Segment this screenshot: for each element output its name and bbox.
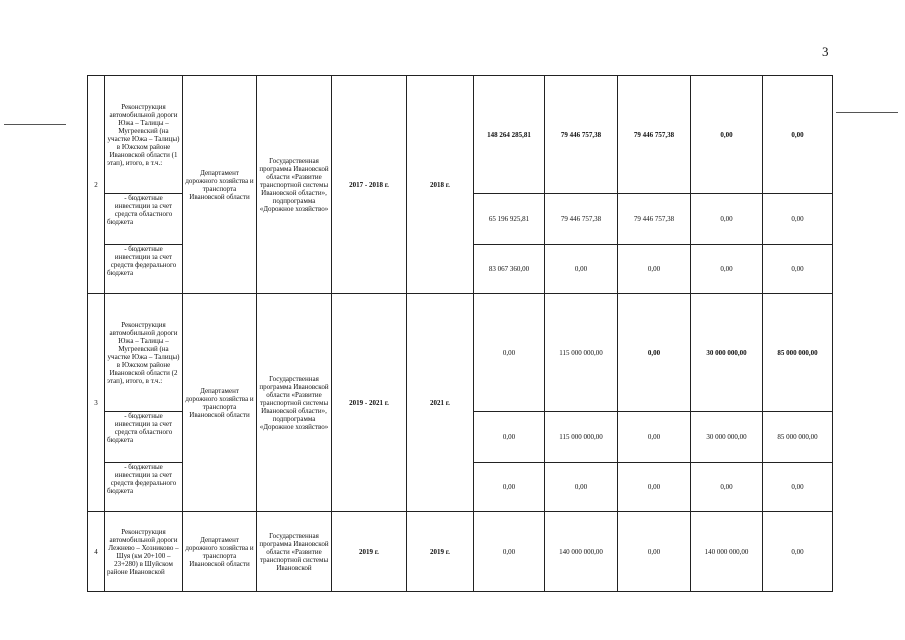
total-amount: 140 000 000,00 [545,512,618,592]
regional-amount: 79 446 757,38 [618,194,691,245]
table-row [88,76,833,194]
project-title: Реконструкция автомобильной дороги Южа – Талицы – Мугреевский (на участке Южа – Талицы) в Южском районе Ивановской области (1 этап), итого, в т.ч.: [105,76,183,194]
federal-amount: 0,00 [691,245,763,294]
total-amount: 0,00 [763,76,833,194]
department: Департамент дорожного хозяйства и транспорта Ивановской области [183,294,257,512]
regional-amount: 79 446 757,38 [545,194,618,245]
project-title: Реконструкция автомобильной дороги Южа – Талицы – Мугреевский (на участке Южа – Талицы) в Южском районе Ивановской области (2 этап), итого, в т.ч.: [105,294,183,412]
total-amount: 0,00 [618,294,691,412]
period: 2017 - 2018 г. [332,76,407,294]
total-amount: 140 000 000,00 [691,512,763,592]
total-amount: 0,00 [474,294,545,412]
table-row [88,512,833,592]
regional-budget-label: - бюджетные инвестиции за счет средств областного бюджета [105,194,183,245]
regional-amount: 0,00 [691,194,763,245]
total-amount: 0,00 [691,76,763,194]
completion-year: 2019 г. [407,512,474,592]
completion-year: 2018 г. [407,76,474,294]
total-amount: 79 446 757,38 [618,76,691,194]
federal-budget-label: - бюджетные инвестиции за счет средств федерального бюджета [105,245,183,294]
total-amount: 79 446 757,38 [545,76,618,194]
program: Государственная программа Ивановской области «Развитие транспортной системы Ивановской [257,512,332,592]
regional-budget-label: - бюджетные инвестиции за счет средств областного бюджета [105,412,183,463]
federal-amount: 0,00 [545,245,618,294]
federal-amount: 0,00 [545,463,618,512]
total-amount: 30 000 000,00 [691,294,763,412]
federal-budget-label: - бюджетные инвестиции за счет средств федерального бюджета [105,463,183,512]
row-number: 4 [88,512,105,592]
federal-amount: 0,00 [474,463,545,512]
federal-amount: 83 067 360,00 [474,245,545,294]
regional-amount: 65 196 925,81 [474,194,545,245]
period: 2019 - 2021 г. [332,294,407,512]
scan-artifact-right [836,112,898,113]
federal-amount: 0,00 [763,245,833,294]
federal-amount: 0,00 [691,463,763,512]
row-number: 2 [88,76,105,294]
budget-table [87,75,833,592]
federal-amount: 0,00 [618,245,691,294]
regional-amount: 0,00 [474,412,545,463]
regional-amount: 0,00 [763,194,833,245]
department: Департамент дорожного хозяйства и транспорта Ивановской области [183,76,257,294]
program: Государственная программа Ивановской области «Развитие транспортной системы Ивановской области», подпрограмма «Дорожное хозяйство» [257,76,332,294]
total-amount: 85 000 000,00 [763,294,833,412]
regional-amount: 0,00 [618,412,691,463]
total-amount: 0,00 [474,512,545,592]
regional-amount: 115 000 000,00 [545,412,618,463]
federal-amount: 0,00 [618,463,691,512]
completion-year: 2021 г. [407,294,474,512]
regional-amount: 85 000 000,00 [763,412,833,463]
period: 2019 г. [332,512,407,592]
department: Департамент дорожного хозяйства и транспорта Ивановской области [183,512,257,592]
total-amount: 0,00 [618,512,691,592]
project-title: Реконструкция автомобильной дороги Лежнево – Хозниково – Шуя (км 20+100 – 23+280) в Шуйском районе Ивановской [105,512,183,592]
scan-artifact-left [4,124,66,125]
total-amount: 148 264 285,81 [474,76,545,194]
total-amount: 115 000 000,00 [545,294,618,412]
page-number: 3 [822,44,829,59]
table-row [88,294,833,412]
program: Государственная программа Ивановской области «Развитие транспортной системы Ивановской области», подпрограмма «Дорожное хозяйство» [257,294,332,512]
regional-amount: 30 000 000,00 [691,412,763,463]
row-number: 3 [88,294,105,512]
total-amount: 0,00 [763,512,833,592]
federal-amount: 0,00 [763,463,833,512]
